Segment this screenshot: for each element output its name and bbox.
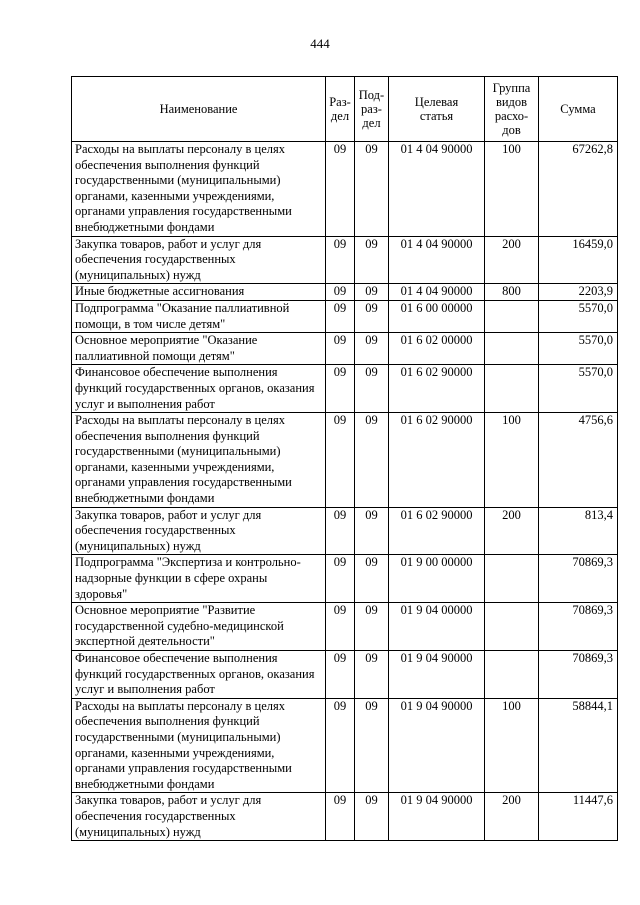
cell-group	[485, 300, 539, 332]
cell-article: 01 9 04 90000	[389, 651, 485, 699]
cell-article: 01 9 00 00000	[389, 555, 485, 603]
cell-section: 09	[326, 142, 355, 237]
cell-group: 200	[485, 236, 539, 284]
cell-name: Расходы на выплаты персоналу в целях обеспечения выполнения функций государственными (муниципальными) органами, казенными учреждениями, органами управления государственными внебюджетными фондами	[72, 142, 326, 237]
table-row	[72, 284, 618, 301]
cell-group: 100	[485, 698, 539, 793]
header-section: Раз- дел	[326, 77, 355, 142]
cell-subsection: 09	[355, 651, 389, 699]
table-row	[72, 236, 618, 284]
cell-sum: 70869,3	[539, 651, 618, 699]
cell-sum: 5570,0	[539, 333, 618, 365]
cell-sum: 70869,3	[539, 603, 618, 651]
cell-subsection: 09	[355, 555, 389, 603]
cell-subsection: 09	[355, 333, 389, 365]
cell-group: 200	[485, 793, 539, 841]
table-row	[72, 365, 618, 413]
table-row	[72, 651, 618, 699]
cell-name: Подпрограмма "Экспертиза и контрольно-надзорные функции в сфере охраны здоровья"	[72, 555, 326, 603]
table-row	[72, 142, 618, 237]
cell-article: 01 6 02 00000	[389, 333, 485, 365]
header-article: Целевая статья	[389, 77, 485, 142]
table-row	[72, 507, 618, 555]
cell-group: 100	[485, 413, 539, 508]
cell-subsection: 09	[355, 413, 389, 508]
cell-name: Закупка товаров, работ и услуг для обеспечения государственных (муниципальных) нужд	[72, 236, 326, 284]
cell-article: 01 9 04 90000	[389, 793, 485, 841]
cell-article: 01 6 02 90000	[389, 365, 485, 413]
cell-section: 09	[326, 651, 355, 699]
table-row	[72, 333, 618, 365]
cell-sum: 2203,9	[539, 284, 618, 301]
cell-section: 09	[326, 698, 355, 793]
cell-sum: 67262,8	[539, 142, 618, 237]
cell-group: 200	[485, 507, 539, 555]
cell-group	[485, 651, 539, 699]
cell-sum: 4756,6	[539, 413, 618, 508]
cell-subsection: 09	[355, 603, 389, 651]
cell-section: 09	[326, 507, 355, 555]
table-header-row	[72, 77, 618, 142]
cell-sum: 58844,1	[539, 698, 618, 793]
cell-subsection: 09	[355, 365, 389, 413]
cell-article: 01 6 00 00000	[389, 300, 485, 332]
cell-subsection: 09	[355, 793, 389, 841]
cell-name: Расходы на выплаты персоналу в целях обеспечения выполнения функций государственными (муниципальными) органами, казенными учреждениями, органами управления государственными внебюджетными фондами	[72, 413, 326, 508]
cell-name: Подпрограмма "Оказание паллиативной помощи, в том числе детям"	[72, 300, 326, 332]
cell-sum: 16459,0	[539, 236, 618, 284]
cell-sum: 5570,0	[539, 365, 618, 413]
page-number: 444	[310, 36, 330, 51]
header-sum: Сумма	[539, 77, 618, 142]
table-row	[72, 413, 618, 508]
cell-subsection: 09	[355, 300, 389, 332]
cell-section: 09	[326, 793, 355, 841]
cell-article: 01 9 04 00000	[389, 603, 485, 651]
table-row	[72, 300, 618, 332]
table-row	[72, 698, 618, 793]
cell-subsection: 09	[355, 236, 389, 284]
cell-article: 01 6 02 90000	[389, 507, 485, 555]
cell-name: Расходы на выплаты персоналу в целях обеспечения выполнения функций государственными (муниципальными) органами, казенными учреждениями, органами управления государственными внебюджетными фондами	[72, 698, 326, 793]
cell-name: Закупка товаров, работ и услуг для обеспечения государственных (муниципальных) нужд	[72, 793, 326, 841]
cell-group: 800	[485, 284, 539, 301]
cell-sum: 813,4	[539, 507, 618, 555]
cell-section: 09	[326, 300, 355, 332]
budget-table	[71, 76, 618, 841]
cell-article: 01 4 04 90000	[389, 236, 485, 284]
cell-name: Основное мероприятие "Оказание паллиативной помощи детям"	[72, 333, 326, 365]
cell-subsection: 09	[355, 142, 389, 237]
cell-article: 01 6 02 90000	[389, 413, 485, 508]
cell-section: 09	[326, 413, 355, 508]
cell-section: 09	[326, 365, 355, 413]
header-group: Группа видов расхо- дов	[485, 77, 539, 142]
header-name: Наименование	[72, 77, 326, 142]
table-row	[72, 603, 618, 651]
cell-subsection: 09	[355, 507, 389, 555]
cell-name: Финансовое обеспечение выполнения функций государственных органов, оказания услуг и выполнения работ	[72, 365, 326, 413]
cell-sum: 5570,0	[539, 300, 618, 332]
table-row	[72, 793, 618, 841]
cell-section: 09	[326, 333, 355, 365]
cell-group: 100	[485, 142, 539, 237]
cell-name: Финансовое обеспечение выполнения функций государственных органов, оказания услуг и выполнения работ	[72, 651, 326, 699]
cell-section: 09	[326, 555, 355, 603]
cell-section: 09	[326, 603, 355, 651]
cell-group	[485, 603, 539, 651]
cell-article: 01 4 04 90000	[389, 284, 485, 301]
cell-subsection: 09	[355, 284, 389, 301]
cell-name: Иные бюджетные ассигнования	[72, 284, 326, 301]
cell-sum: 70869,3	[539, 555, 618, 603]
cell-group	[485, 333, 539, 365]
table-row	[72, 555, 618, 603]
cell-article: 01 9 04 90000	[389, 698, 485, 793]
cell-group	[485, 555, 539, 603]
cell-group	[485, 365, 539, 413]
cell-name: Закупка товаров, работ и услуг для обеспечения государственных (муниципальных) нужд	[72, 507, 326, 555]
cell-sum: 11447,6	[539, 793, 618, 841]
cell-name: Основное мероприятие "Развитие государственной судебно-медицинской экспертной деятельности"	[72, 603, 326, 651]
cell-subsection: 09	[355, 698, 389, 793]
cell-article: 01 4 04 90000	[389, 142, 485, 237]
cell-section: 09	[326, 284, 355, 301]
header-subsection: Под- раз- дел	[355, 77, 389, 142]
cell-section: 09	[326, 236, 355, 284]
